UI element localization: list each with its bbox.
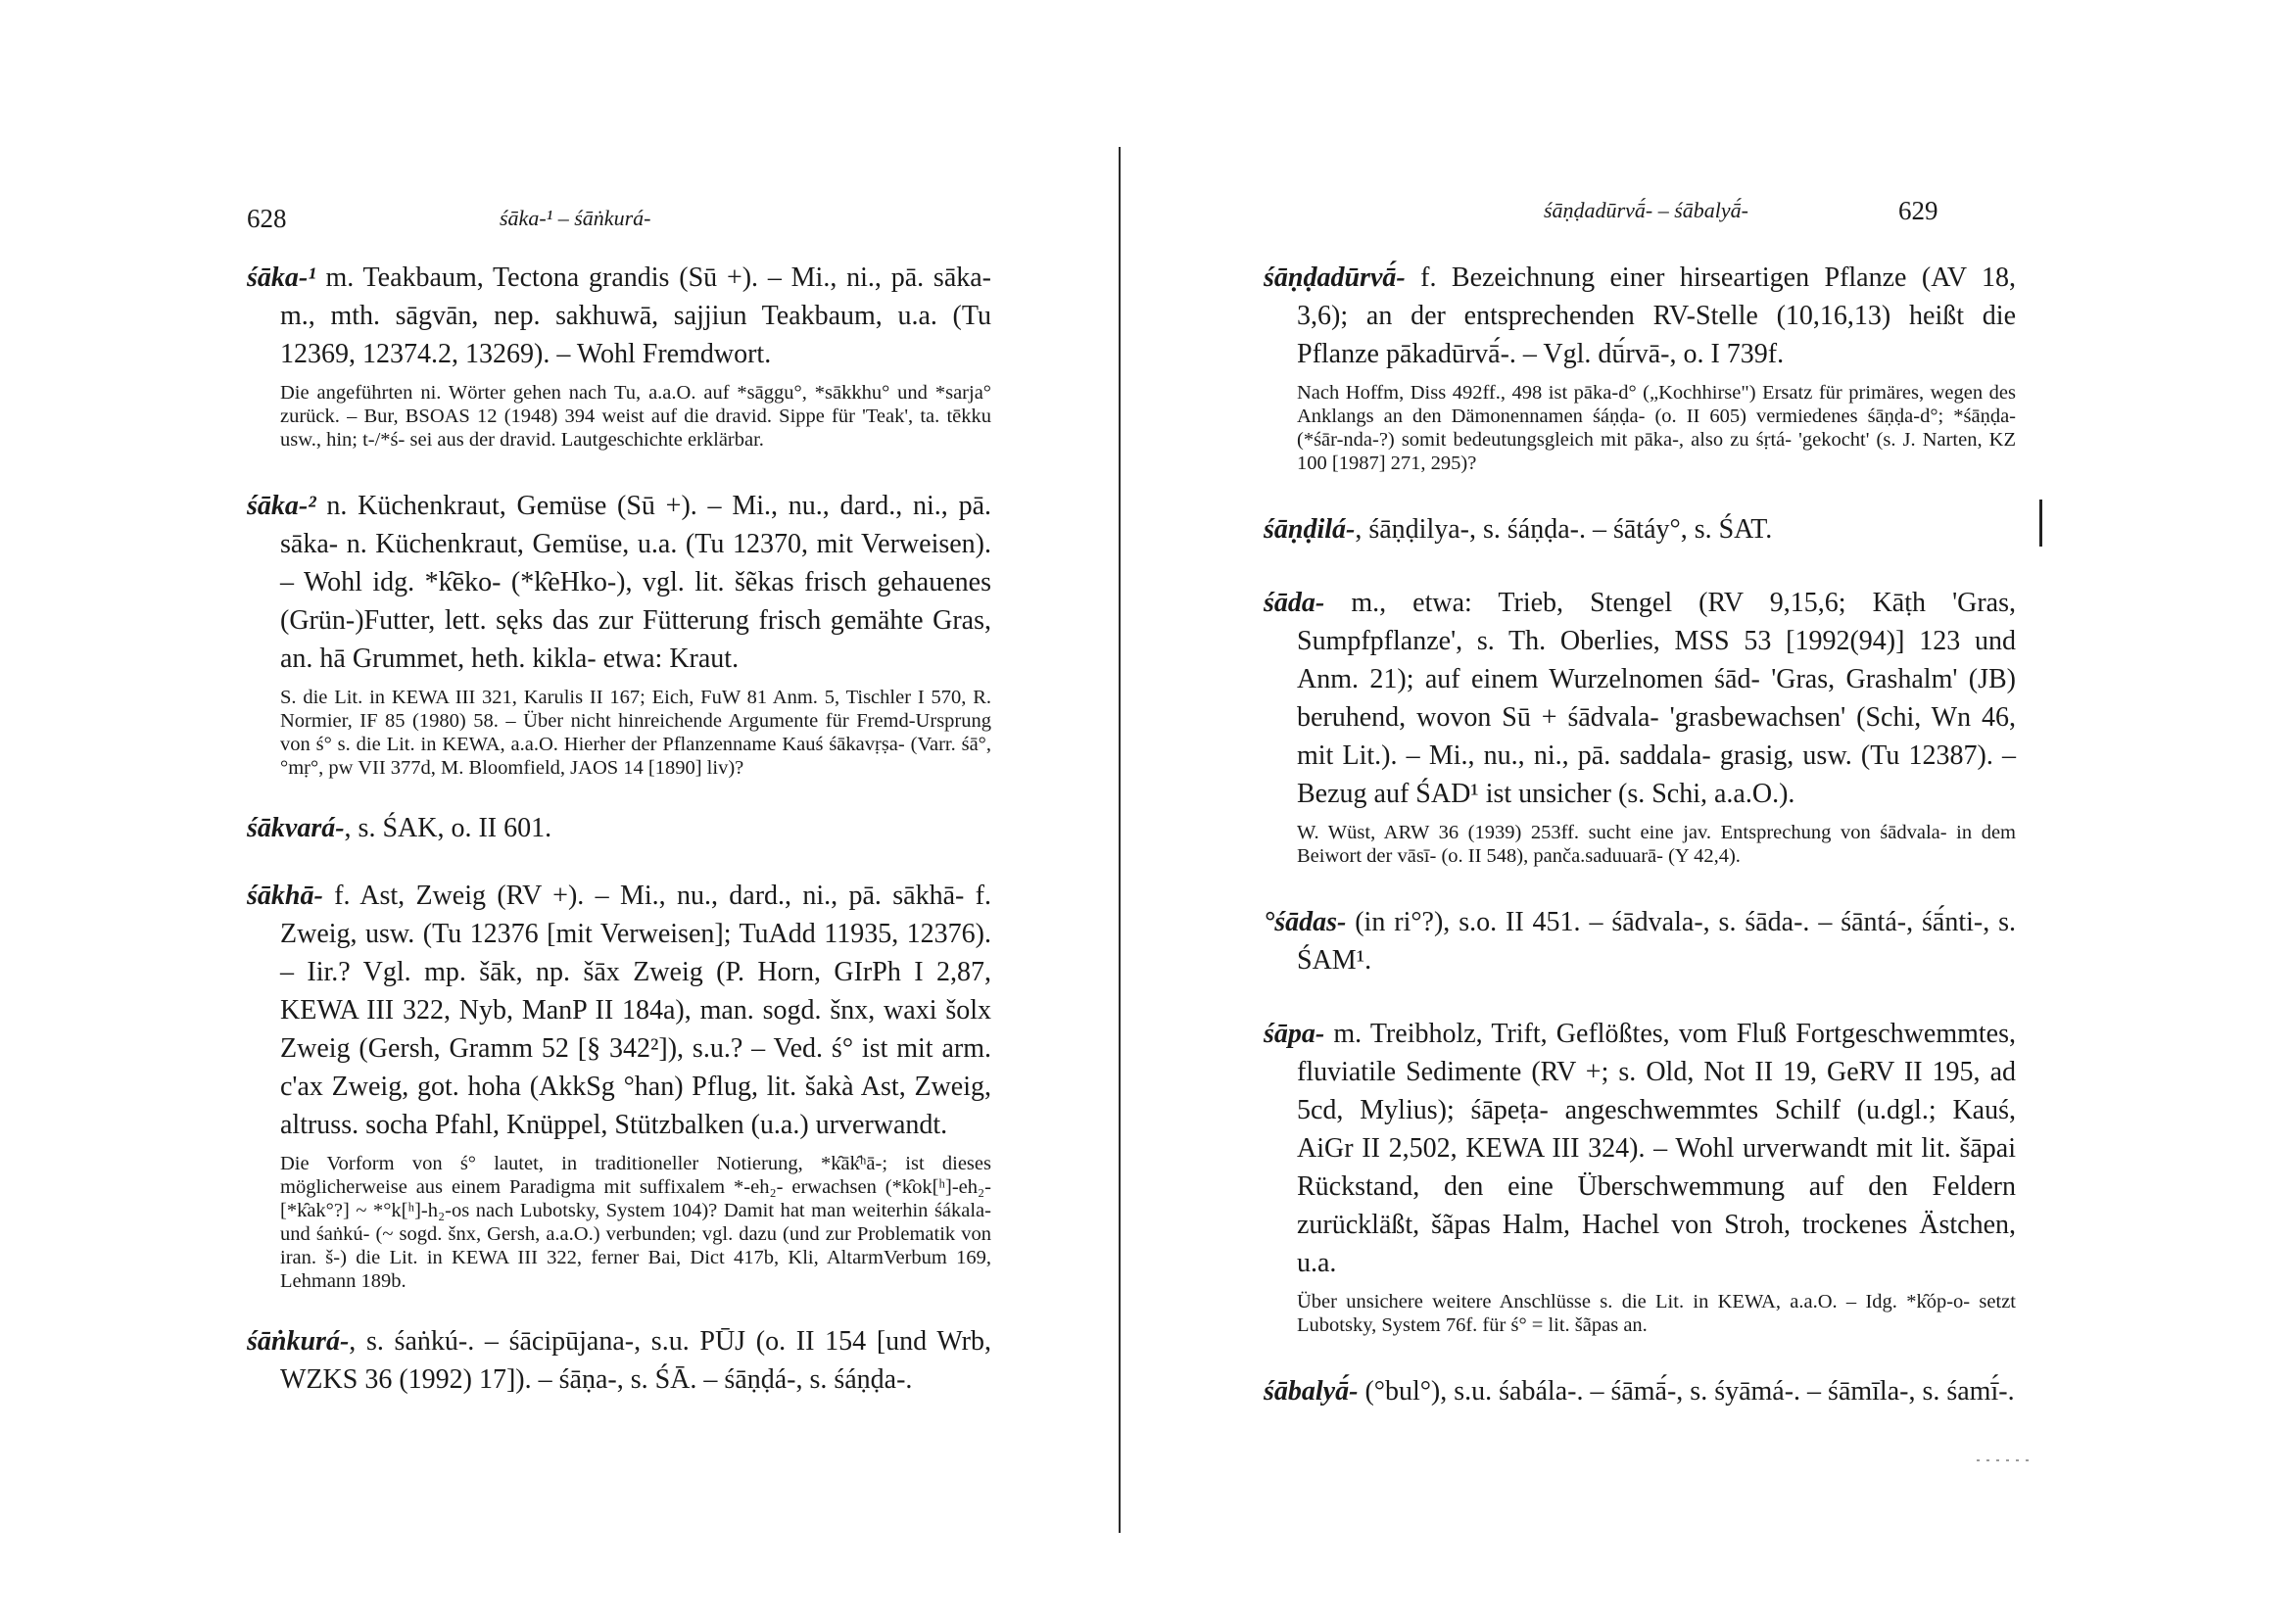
entry-lemma: śāṅkurá- — [247, 1326, 350, 1357]
running-title: śāka-¹ – śāṅkurá- — [500, 206, 651, 230]
dictionary-entry — [1264, 510, 2016, 549]
running-head — [1264, 196, 2016, 235]
entry-text: (in ri°?), s.o. II 451. – śādvala-, s. śāda-. – śāntá-, śā́nti-, s. ŚAM¹. — [1297, 907, 2016, 976]
entry-text: , s. śaṅkú-. – śācipūjana-, s.u. PŪJ (o. II 154 [und Wrb, WZKS 36 (1992) 17]). – śāṇa-, s. ŚĀ. – śāṇḍá-, s. śáṇḍa-. — [280, 1326, 991, 1395]
scan-mark — [2039, 500, 2042, 547]
entry-text: (°bul°), s.u. śabála-. – śāmā́-, s. śyāmá-. – śāmīla-, s. śamī́-. — [1364, 1376, 2015, 1407]
entry-lemma: śāpa- — [1264, 1019, 1325, 1049]
entry-note: Die angeführten ni. Wörter gehen nach Tu, a.a.O. auf *sāggu°, *sākkhu° und *sarja° zurück. – Bur, BSOAS 12 (1948) 394 weist auf die dravid. Sippe für 'Teak', ta. tēkku usw., hin; t-/*ś- sei aus der dravid. Lautgeschichte erklärbar. — [280, 382, 991, 451]
entry-lemma: śākvará- — [247, 813, 345, 843]
entry-note: Die Vorform von ś° lautet, in traditioneller Notierung, *k̑āk̑ʰā-; ist dieses möglicherweise aus einem Paradigma mit suffixalem *-eh₂- erwachsen (*k̑ok[ʰ]-eh₂- [*k̑ak°?] ~ *°k[ʰ]-h₂-os nach Lubotsky, System 104)? Damit hat man weiterhin śákala- und śaṅkú- (~ sogd. šnx, Gersh, a.a.O.) verbunden; vgl. dazu (und zur Problematik von iran. š-) die Lit. in KEWA III 322, ferner Bai, Dict 417b, Kli, AltarmVerbum 169, Lehmann 189b. — [280, 1153, 991, 1292]
entry-text: f. Ast, Zweig (RV +). – Mi., nu., dard., ni., pā. sākhā- f. Zweig, usw. (Tu 12376 [mit Verweisen]; TuAdd 11935, 12376). – Iir.? Vgl. mp. šāk, np. šāx Zweig (P. Horn, GIrPh I 2,87, KEWA III 322, Nyb, ManP II 184a), man. sogd. šnx, waxi šolx Zweig (Gersh, Gramm 52 [§ 342²]), s.u.? – Ved. ś° ist mit arm. c'ax Zweig, got. hoha (AkkSg °han) Pflug, lit. šakà Ast, Zweig, altruss. socha Pfahl, Knüppel, Stützbalken (u.a.) urverwandt. — [280, 881, 991, 1140]
entry-text: m. Treibholz, Trift, Geflößtes, vom Fluß Fortgeschwemmtes, fluviatile Sedimente (RV +; s. Old, Not II 19, GeRV II 195, ad 5cd, Mylius); śāpeṭa- angeschwemmtes Schilf (u.dgl.; Kauś, AiGr II 2,502, KEWA III 324). – Wohl urverwandt mit lit. šāpai Rückstand, den eine Überschwemmung auf den Feldern zurückläßt, šãpas Halm, Hachel von Stroh, trockenes Ästchen, u.a. — [1297, 1019, 2016, 1278]
entry-lemma: śāka-¹ — [247, 262, 316, 293]
dictionary-entry — [247, 1322, 991, 1399]
running-head — [247, 196, 991, 235]
scan-dots — [1977, 1459, 2035, 1461]
entry-text: f. Bezeichnung einer hirseartigen Pflanze (AV 18, 3,6); an der entsprechenden RV-Stelle (10,16,13) heißt die Pflanze pākadūrvā́-. – Vgl. dū́rvā-, o. I 739f. — [1297, 262, 2016, 369]
entry-lemma: °śādas- — [1264, 907, 1347, 937]
entry-text: m., etwa: Trieb, Stengel (RV 9,15,6; Kāṭh 'Gras, Sumpfpflanze', s. Th. Oberlies, MSS 53 [1992(94)] 123 und Anm. 21); auf einem Wurzelnomen śād- 'Gras, Grashalm' (JB) beruhend, wovon Sū + śādvala- 'grasbewachsen' (Schi, Wn 46, mit Lit.). – Mi., nu., ni., pā. saddala- grasig, usw. (Tu 12387). – Bezug auf ŚAD¹ ist unsicher (s. Schi, a.a.O.). — [1297, 588, 2016, 809]
entry-lemma: śāda- — [1264, 588, 1325, 618]
dictionary-entry — [1264, 584, 2016, 868]
entry-lemma: śāṇḍilá- — [1264, 514, 1356, 545]
entry-lemma: śābalyā́- — [1264, 1376, 1359, 1407]
dictionary-entry — [1264, 259, 2016, 475]
entry-text: m. Teakbaum, Tectona grandis (Sū +). – Mi., ni., pā. sāka- m., mth. sāgvān, nep. sakhuwā, sajjiun Teakbaum, u.a. (Tu 12369, 12374.2, 13269). – Wohl Fremdwort. — [280, 262, 992, 369]
entry-note: Über unsichere weitere Anschlüsse s. die Lit. in KEWA, a.a.O. – Idg. *k̑óp-o- setzt Lubotsky, System 76f. für ś° = lit. šãpas an. — [1297, 1291, 2016, 1336]
page-content — [247, 259, 991, 1399]
entry-text: n. Küchenkraut, Gemüse (Sū +). – Mi., nu., dard., ni., pā. sāka- n. Küchenkraut, Gemüse, u.a. (Tu 12370, mit Verweisen). – Wohl idg. *k̑ēko- (*k̑eHko-), vgl. lit. šẽkas frisch gehauenes (Grün-)Futter, lett. sęks das zur Fütterung frisch gemähte Gras, an. hā Grummet, heth. kikla- etwa: Kraut. — [280, 491, 991, 674]
page-number: 629 — [1898, 196, 1938, 225]
dictionary-entry — [247, 809, 991, 847]
entry-note: W. Wüst, ARW 36 (1939) 253ff. sucht eine jav. Entsprechung von śādvala- in dem Beiwort der vāsī- (o. II 548), panča.saduuarā- (Y 42,4). — [1297, 822, 2016, 867]
page-number: 628 — [247, 204, 287, 233]
right-page — [1264, 0, 2016, 1622]
left-page — [247, 0, 991, 1622]
page-content — [1264, 259, 2016, 1410]
dictionary-entry — [247, 259, 991, 452]
dictionary-entry — [1264, 1372, 2016, 1410]
entry-text: , s. ŚAK, o. II 601. — [344, 813, 552, 843]
dictionary-entry — [1264, 1015, 2016, 1337]
dictionary-entry — [247, 487, 991, 780]
dictionary-entry — [247, 877, 991, 1293]
entry-lemma: śākhā- — [247, 881, 323, 911]
entry-text: , śāṇḍilya-, s. śáṇḍa-. – śātáy°, s. ŚAT. — [1355, 514, 1773, 545]
entry-note: S. die Lit. in KEWA III 321, Karulis II 167; Eich, FuW 81 Anm. 5, Tischler I 570, R. Normier, IF 85 (1980) 58. – Über nicht hinreichende Argumente für Fremd-Ursprung von ś° s. die Lit. in KEWA, a.a.O. Hierher der Pflanzenname Kauś śākavṛṣa- (Varr. śā°, °mṛ°, pw VII 377d, M. Bloomfield, JAOS 14 [1890] liv)? — [280, 687, 991, 779]
entry-note: Nach Hoffm, Diss 492ff., 498 ist pāka-d° („Kochhirse") Ersatz für primäres, wegen des Anklangs an den Dämonennamen śáṇḍa- (o. II 605) vermiedenes śāṇḍa-d°; *śāṇḍa- (*śār-nda-?) somit bedeutungsgleich mit pāka-, also zu śṛtá- 'gekocht' (s. J. Narten, KZ 100 [1987] 271, 295)? — [1297, 382, 2016, 474]
running-title: śāṇḍadūrvā́- – śābalyā́- — [1544, 198, 1748, 222]
gutter-divider — [1119, 147, 1121, 1533]
entry-lemma: śāṇḍadūrvā́- — [1264, 262, 1406, 293]
entry-lemma: śāka-² — [247, 491, 316, 521]
dictionary-entry — [1264, 903, 2016, 979]
